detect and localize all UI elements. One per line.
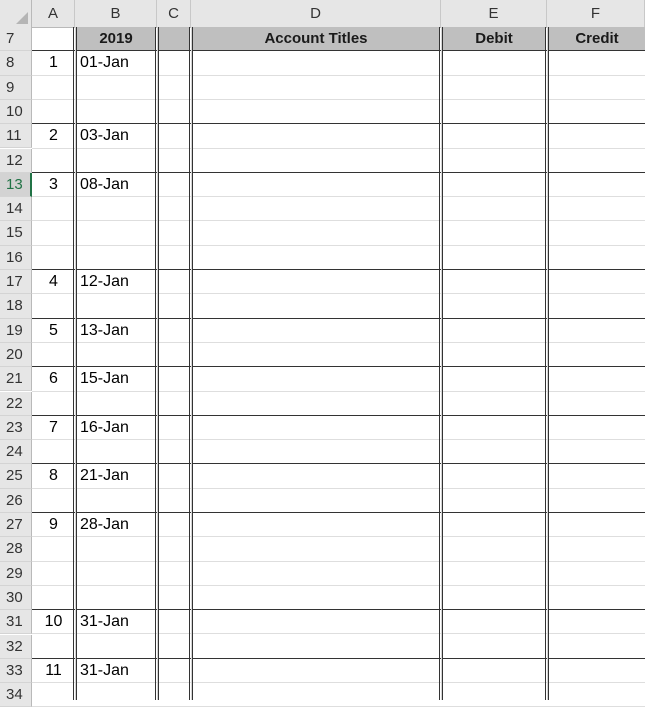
debit-cell[interactable] xyxy=(444,124,544,148)
credit-cell[interactable] xyxy=(550,100,645,124)
cell-c[interactable] xyxy=(160,173,188,197)
entry-date[interactable] xyxy=(78,197,154,221)
credit-cell[interactable] xyxy=(550,537,645,561)
entry-number[interactable] xyxy=(32,537,75,561)
row-header[interactable]: 21 xyxy=(0,367,32,391)
row-header[interactable]: 28 xyxy=(0,537,32,561)
entry-number[interactable] xyxy=(32,246,75,270)
debit-cell[interactable] xyxy=(444,294,544,318)
entry-number[interactable]: 1 xyxy=(49,54,58,72)
credit-cell[interactable] xyxy=(550,76,645,100)
row-header[interactable]: 27 xyxy=(0,513,32,537)
entry-number[interactable] xyxy=(32,343,75,367)
debit-cell[interactable] xyxy=(444,246,544,270)
debit-cell[interactable] xyxy=(444,343,544,367)
credit-cell[interactable] xyxy=(550,513,645,537)
entry-date[interactable] xyxy=(78,683,154,707)
entry-date[interactable] xyxy=(78,76,154,100)
credit-cell[interactable] xyxy=(550,440,645,464)
column-header-c[interactable]: C xyxy=(157,0,191,27)
cell-c[interactable] xyxy=(160,197,188,221)
cell-c[interactable] xyxy=(160,51,188,75)
cell-c[interactable] xyxy=(160,76,188,100)
account-title-cell[interactable] xyxy=(194,367,438,391)
entry-date[interactable]: 03-Jan xyxy=(80,127,129,145)
credit-cell[interactable] xyxy=(550,319,645,343)
entry-date[interactable]: 28-Jan xyxy=(80,516,129,533)
cell-c[interactable] xyxy=(160,246,188,270)
cell-c[interactable] xyxy=(160,100,188,124)
row-header[interactable]: 22 xyxy=(0,392,32,416)
account-title-cell[interactable] xyxy=(194,51,438,75)
debit-cell[interactable] xyxy=(444,221,544,245)
entry-date[interactable] xyxy=(78,586,154,610)
cell-c[interactable] xyxy=(160,562,188,586)
double-column-border xyxy=(73,27,77,700)
row-header[interactable]: 16 xyxy=(0,246,32,270)
account-title-cell[interactable] xyxy=(194,659,438,683)
row-header[interactable]: 11 xyxy=(0,124,32,148)
entry-number[interactable] xyxy=(32,392,75,416)
entry-date[interactable] xyxy=(78,489,154,513)
credit-header[interactable]: Credit xyxy=(549,27,645,51)
debit-cell[interactable] xyxy=(444,683,544,707)
row-header[interactable]: 30 xyxy=(0,586,32,610)
entry-date[interactable]: 13-Jan xyxy=(80,321,129,339)
account-title-cell[interactable] xyxy=(194,416,438,440)
cell-c[interactable] xyxy=(160,440,188,464)
entry-date[interactable]: 31-Jan xyxy=(80,613,129,631)
row-header[interactable]: 10 xyxy=(0,100,32,124)
entry-number[interactable] xyxy=(32,197,75,221)
column-header-b[interactable]: B xyxy=(75,0,157,27)
entry-number[interactable] xyxy=(32,683,75,707)
credit-cell[interactable] xyxy=(550,586,645,610)
entry-date[interactable]: 21-Jan xyxy=(80,467,129,485)
account-title-cell[interactable] xyxy=(194,124,438,148)
row-header[interactable]: 19 xyxy=(0,319,32,343)
credit-cell[interactable] xyxy=(550,246,645,270)
account-title-cell[interactable] xyxy=(194,513,438,537)
entry-date[interactable]: 08-Jan xyxy=(80,175,129,193)
entry-date[interactable]: 12-Jan xyxy=(80,273,129,290)
entry-number[interactable] xyxy=(32,635,75,659)
credit-cell[interactable] xyxy=(550,149,645,173)
credit-cell[interactable] xyxy=(550,392,645,416)
debit-cell[interactable] xyxy=(444,586,544,610)
credit-cell[interactable] xyxy=(550,294,645,318)
credit-cell[interactable] xyxy=(550,343,645,367)
entry-number[interactable] xyxy=(32,586,75,610)
cell-c[interactable] xyxy=(160,270,188,294)
cell-c[interactable] xyxy=(160,586,188,610)
account-title-cell[interactable] xyxy=(194,246,438,270)
debit-cell[interactable] xyxy=(444,100,544,124)
account-title-cell[interactable] xyxy=(194,489,438,513)
row-header[interactable]: 15 xyxy=(0,221,32,245)
row-header[interactable]: 17 xyxy=(0,270,32,294)
row-header[interactable]: 32 xyxy=(0,635,32,659)
cell-c[interactable] xyxy=(160,294,188,318)
account-title-cell[interactable] xyxy=(194,197,438,221)
credit-cell[interactable] xyxy=(550,489,645,513)
row-header[interactable]: 24 xyxy=(0,440,32,464)
select-all-corner[interactable] xyxy=(0,0,32,27)
debit-cell[interactable] xyxy=(444,367,544,391)
debit-cell[interactable] xyxy=(444,440,544,464)
entry-number[interactable] xyxy=(32,100,75,124)
entry-number[interactable] xyxy=(32,76,75,100)
entry-date[interactable] xyxy=(78,562,154,586)
cell-c[interactable] xyxy=(160,367,188,391)
entry-number[interactable]: 6 xyxy=(49,370,58,388)
debit-cell[interactable] xyxy=(444,562,544,586)
entry-date[interactable] xyxy=(78,221,154,245)
cell-c[interactable] xyxy=(160,610,188,634)
account-title-cell[interactable] xyxy=(194,586,438,610)
debit-cell[interactable] xyxy=(444,197,544,221)
entry-number[interactable] xyxy=(32,440,75,464)
entry-date[interactable] xyxy=(78,392,154,416)
entry-number[interactable]: 11 xyxy=(45,661,62,679)
debit-cell[interactable] xyxy=(444,537,544,561)
account-title-cell[interactable] xyxy=(194,221,438,245)
cell-c[interactable] xyxy=(160,124,188,148)
credit-cell[interactable] xyxy=(550,124,645,148)
credit-cell[interactable] xyxy=(550,51,645,75)
account-title-cell[interactable] xyxy=(194,270,438,294)
account-title-cell[interactable] xyxy=(194,610,438,634)
entry-number[interactable]: 7 xyxy=(49,418,58,436)
row-header[interactable]: 23 xyxy=(0,416,32,440)
row-header[interactable]: 29 xyxy=(0,562,32,586)
column-header-a[interactable]: A xyxy=(32,0,75,27)
row-header[interactable]: 34 xyxy=(0,683,32,707)
account-title-cell[interactable] xyxy=(194,294,438,318)
cell-c[interactable] xyxy=(160,489,188,513)
entry-number[interactable]: 2 xyxy=(49,127,58,145)
entry-number[interactable]: 9 xyxy=(49,516,58,533)
credit-cell[interactable] xyxy=(550,659,645,683)
debit-cell[interactable] xyxy=(444,270,544,294)
credit-cell[interactable] xyxy=(550,683,645,707)
entry-number[interactable] xyxy=(32,221,75,245)
cell-c[interactable] xyxy=(160,343,188,367)
debit-cell[interactable] xyxy=(444,635,544,659)
entry-date[interactable]: 31-Jan xyxy=(80,661,129,679)
entry-date[interactable] xyxy=(78,635,154,659)
credit-cell[interactable] xyxy=(550,197,645,221)
entry-date[interactable]: 16-Jan xyxy=(80,418,129,436)
debit-cell[interactable] xyxy=(444,51,544,75)
account-title-cell[interactable] xyxy=(194,392,438,416)
blank-header[interactable] xyxy=(159,27,189,51)
cell-c[interactable] xyxy=(160,683,188,707)
account-title-cell[interactable] xyxy=(194,562,438,586)
account-title-cell[interactable] xyxy=(194,149,438,173)
credit-cell[interactable] xyxy=(550,416,645,440)
credit-cell[interactable] xyxy=(550,635,645,659)
entry-date[interactable]: 01-Jan xyxy=(80,54,129,72)
entry-number[interactable]: 4 xyxy=(49,273,58,290)
double-column-border xyxy=(155,27,159,700)
credit-cell[interactable] xyxy=(550,367,645,391)
column-header-e[interactable]: E xyxy=(441,0,547,27)
entry-number[interactable] xyxy=(32,294,75,318)
debit-cell[interactable] xyxy=(444,173,544,197)
cell-c[interactable] xyxy=(160,416,188,440)
row-header[interactable]: 31 xyxy=(0,610,32,634)
row-header[interactable]: 33 xyxy=(0,659,32,683)
credit-cell[interactable] xyxy=(550,173,645,197)
credit-cell[interactable] xyxy=(550,562,645,586)
entry-number[interactable]: 3 xyxy=(49,175,58,193)
account-titles-header[interactable]: Account Titles xyxy=(193,27,439,51)
debit-cell[interactable] xyxy=(444,610,544,634)
entry-number[interactable] xyxy=(32,489,75,513)
double-column-border xyxy=(439,27,443,700)
credit-cell[interactable] xyxy=(550,610,645,634)
cell-c[interactable] xyxy=(160,537,188,561)
entry-date[interactable] xyxy=(78,343,154,367)
entry-date[interactable]: 15-Jan xyxy=(80,370,129,388)
account-title-cell[interactable] xyxy=(194,635,438,659)
entry-number[interactable] xyxy=(32,149,75,173)
entry-date[interactable] xyxy=(78,149,154,173)
credit-cell[interactable] xyxy=(550,464,645,488)
entry-date[interactable] xyxy=(78,294,154,318)
account-title-cell[interactable] xyxy=(194,319,438,343)
account-title-cell[interactable] xyxy=(194,537,438,561)
debit-cell[interactable] xyxy=(444,513,544,537)
row-header[interactable]: 8 xyxy=(0,51,32,75)
entry-number[interactable]: 5 xyxy=(49,321,58,339)
row-header[interactable]: 14 xyxy=(0,197,32,221)
row-header[interactable]: 25 xyxy=(0,464,32,488)
entry-date[interactable] xyxy=(78,246,154,270)
debit-cell[interactable] xyxy=(444,319,544,343)
column-header-d[interactable]: D xyxy=(191,0,441,27)
debit-cell[interactable] xyxy=(444,659,544,683)
cell-c[interactable] xyxy=(160,513,188,537)
account-title-cell[interactable] xyxy=(194,76,438,100)
column-header-f[interactable]: F xyxy=(547,0,645,27)
row-header[interactable]: 26 xyxy=(0,489,32,513)
account-title-cell[interactable] xyxy=(194,100,438,124)
account-title-cell[interactable] xyxy=(194,343,438,367)
entry-number[interactable]: 8 xyxy=(49,467,58,485)
debit-cell[interactable] xyxy=(444,464,544,488)
entry-date[interactable] xyxy=(78,537,154,561)
row-header[interactable]: 12 xyxy=(0,149,32,173)
credit-cell[interactable] xyxy=(550,270,645,294)
debit-cell[interactable] xyxy=(444,392,544,416)
account-title-cell[interactable] xyxy=(194,173,438,197)
cell-c[interactable] xyxy=(160,319,188,343)
entry-date[interactable] xyxy=(78,100,154,124)
debit-cell[interactable] xyxy=(444,489,544,513)
account-title-cell[interactable] xyxy=(194,464,438,488)
double-column-border xyxy=(189,27,193,700)
row-header[interactable]: 13 xyxy=(0,173,32,197)
cell-a7[interactable] xyxy=(32,27,75,51)
row-header[interactable]: 7 xyxy=(0,27,32,51)
row-header[interactable]: 9 xyxy=(0,76,32,100)
account-title-cell[interactable] xyxy=(194,683,438,707)
cell-c[interactable] xyxy=(160,464,188,488)
credit-cell[interactable] xyxy=(550,221,645,245)
cell-c[interactable] xyxy=(160,635,188,659)
cell-c[interactable] xyxy=(160,392,188,416)
cell-c[interactable] xyxy=(160,659,188,683)
entry-number[interactable]: 10 xyxy=(44,613,63,631)
entry-date[interactable] xyxy=(78,440,154,464)
cell-c[interactable] xyxy=(160,149,188,173)
double-column-border xyxy=(545,27,549,700)
year-header[interactable]: 2019 xyxy=(77,27,155,51)
row-header[interactable]: 18 xyxy=(0,294,32,318)
debit-cell[interactable] xyxy=(444,149,544,173)
debit-cell[interactable] xyxy=(444,416,544,440)
row-header[interactable]: 20 xyxy=(0,343,32,367)
debit-header[interactable]: Debit xyxy=(443,27,545,51)
select-all-icon xyxy=(16,12,28,24)
debit-cell[interactable] xyxy=(444,76,544,100)
account-title-cell[interactable] xyxy=(194,440,438,464)
entry-number[interactable] xyxy=(32,562,75,586)
cell-c[interactable] xyxy=(160,221,188,245)
